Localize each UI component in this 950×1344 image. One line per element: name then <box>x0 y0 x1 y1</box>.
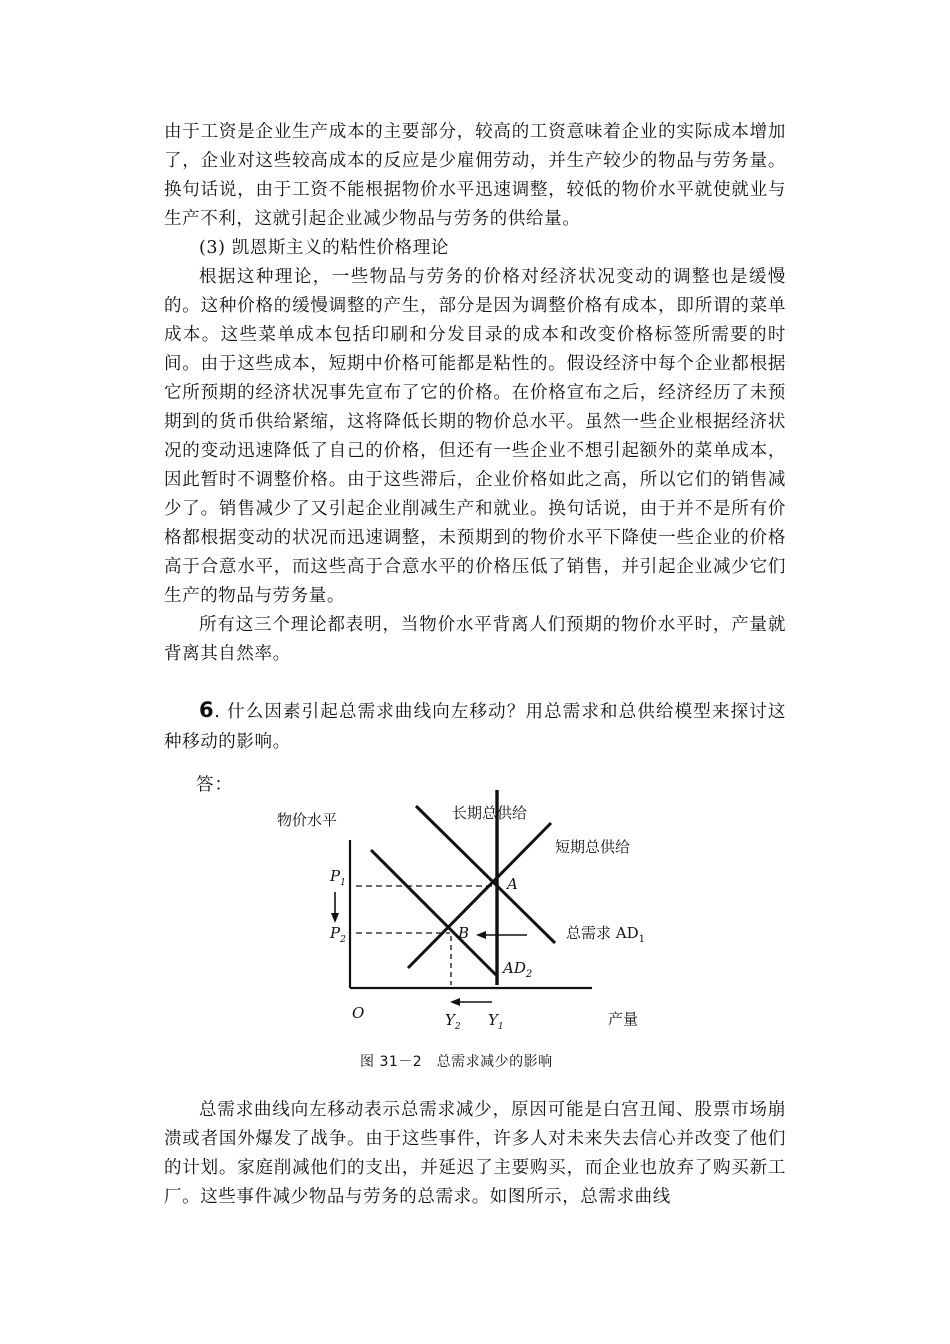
paragraph-conclusion: 所有这三个理论都表明，当物价水平背离人们预期的物价水平时，产量就背离其自然率。 <box>164 615 786 664</box>
ad2-curve <box>371 850 496 975</box>
p1-label: $P_1$ <box>330 867 346 888</box>
y2-label: $Y_2$ <box>445 1011 461 1032</box>
ad2-label: $AD_2$ <box>503 959 533 980</box>
sras-curve <box>408 823 551 968</box>
paragraph-wages: 由于工资是企业生产成本的主要部分，较高的工资意味着企业的实际成本增加了，企业对这些较高成本的反应是少雇佣劳动，并生产较少的物品与劳务量。换句话说，由于工资不能根据物价水平迅速调整，较低的物价水平就使就业与生产不利，这就引起企业减少物品与劳务的供给量。 <box>164 122 786 229</box>
question-text: . 什么因素引起总需求曲线向左移动？用总需求和总供给模型来探讨这种移动的影响。 <box>164 702 786 752</box>
x-axis-label: 产量 <box>608 1010 639 1028</box>
point-a-label: A <box>507 875 518 893</box>
ad1-label: 总需求 $AD_1$ <box>566 924 646 945</box>
figure-caption: 图 31－2 总需求减少的影响 <box>360 1054 553 1070</box>
origin-label: O <box>352 1004 365 1022</box>
sras-label: 短期总供给 <box>555 838 631 856</box>
paragraph-ad-shift: 总需求曲线向左移动表示总需求减少，原因可能是白宫丑闻、股票市场崩溃或者国外爆发了战争。由于这些事件，许多人对未来失去信心并改变了他们的计划。家庭削减他们的支出，并延迟了主要购买，而企业也放弃了购买新工厂。这些事件减少物品与劳务的总需求。如图所示，总需求曲线 <box>164 1100 786 1207</box>
y1-label: $Y_1$ <box>488 1011 504 1032</box>
y-axis-label: 物价水平 <box>277 811 338 829</box>
section-heading-sticky-price: (3) 凯恩斯主义的粘性价格理论 <box>199 238 449 258</box>
output-arrowhead <box>450 998 460 1006</box>
lras-label: 长期总供给 <box>452 804 528 822</box>
answer-label: 答： <box>196 775 233 795</box>
question-number: 6 <box>199 698 215 722</box>
point-b-label: B <box>458 924 470 942</box>
price-arrowhead <box>331 913 339 923</box>
text-block-bottom <box>164 1096 786 1212</box>
ad1-curve <box>416 806 555 943</box>
shift-arrowhead <box>476 931 486 939</box>
paragraph-sticky-price: 根据这种理论，一些物品与劳务的价格对经济状况变动的调整也是缓慢的。这种价格的缓慢调整的产生，部分是因为调整价格有成本，即所谓的菜单成本。这些菜单成本包括印刷和分发目录的成本和改变价格标签所需要的时间。由于这些成本，短期中价格可能都是粘性的。假设经济中每个企业都根据它所预期的经济状况事先宣布了它的价格。在价格宣布之后，经济经历了未预期到的货币供给紧缩，这将降低长期的物价总水平。虽然一些企业根据经济状况的变动迅速降低了自己的价格，但还有一些企业不想引起额外的菜单成本，因此暂时不调整价格。由于这些滞后，企业价格如此之高，所以它们的销售减少了。销售减少了又引起企业削减生产和就业。换句话说，由于并不是所有价格都根据变动的状况而迅速调整，未预期到的物价水平下降使一些企业的价格高于合意水平，而这些高于合意水平的价格压低了销售，并引起企业减少它们生产的物品与劳务量。 <box>164 267 786 606</box>
p2-label: $P_2$ <box>330 924 346 945</box>
